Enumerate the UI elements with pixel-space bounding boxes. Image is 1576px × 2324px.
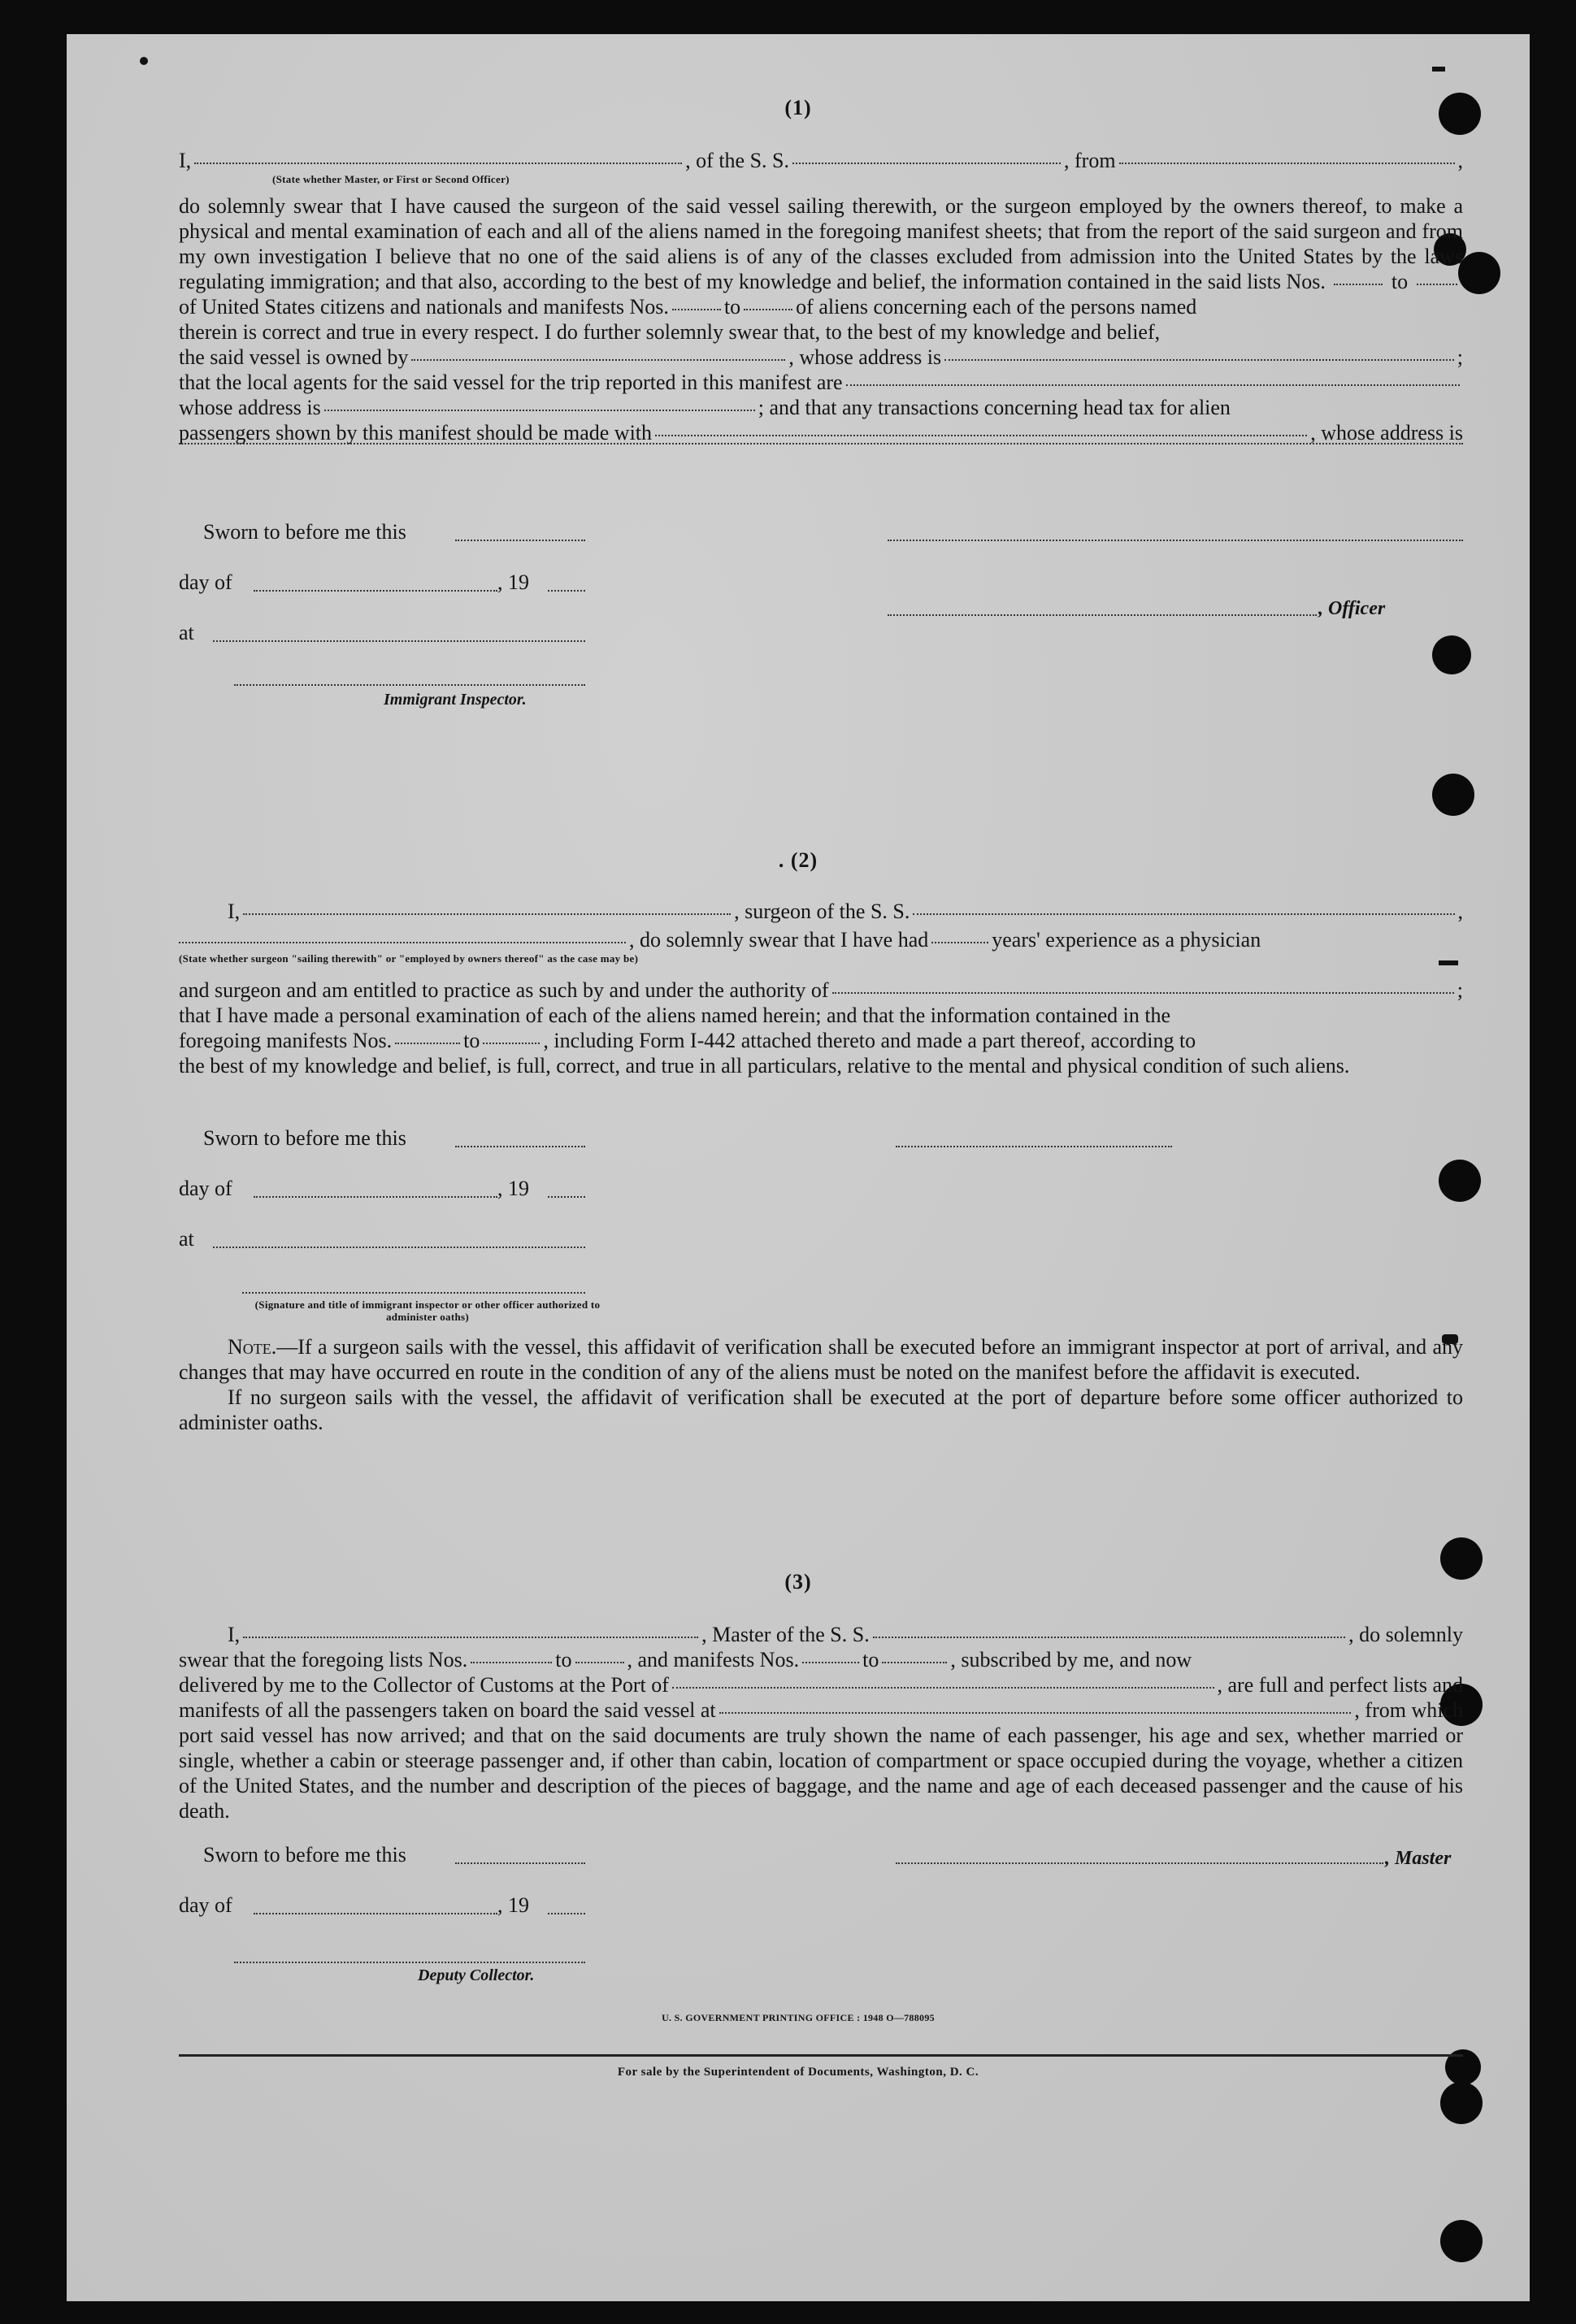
master-vessel-field[interactable] xyxy=(873,1636,1345,1638)
at-field-1[interactable] xyxy=(213,640,585,642)
manifest-to-field-2[interactable] xyxy=(483,1043,540,1044)
punch-hole xyxy=(1432,774,1474,816)
manifest-page xyxy=(67,34,1530,2301)
deputy-collector-signature[interactable] xyxy=(234,1962,585,1963)
punch-hole xyxy=(1440,2220,1483,2262)
citizens-label: of United States citizens and nationals and manifests Nos. xyxy=(179,295,669,319)
sworn-day-field-3[interactable] xyxy=(455,1862,585,1864)
owner-address-field[interactable] xyxy=(944,358,1454,361)
manifests-from-field[interactable] xyxy=(802,1662,859,1663)
label-from: , from xyxy=(1064,149,1116,172)
signature-title-caption: (Signature and title of immigrant inspector or other officer authorized to administer oaths) xyxy=(254,1299,601,1323)
section-2-number: . (2) xyxy=(778,848,818,872)
punch-hole xyxy=(1439,1160,1481,1202)
and-manifests-label: , and manifests Nos. xyxy=(627,1648,800,1671)
section-1-oath-line xyxy=(179,148,1463,185)
deputy-collector-caption: Deputy Collector. xyxy=(418,1966,535,1984)
form-label: , including Form I-442 attached thereto and made a part thereof, according to xyxy=(543,1029,1196,1052)
inspector-signature-2[interactable] xyxy=(242,1292,585,1294)
semicolon: ; xyxy=(1457,345,1463,369)
section-1-number: (1) xyxy=(784,96,812,119)
passengers-shown-label: passengers shown by this manifest should be made with xyxy=(179,421,653,444)
surgeon-of-label: , surgeon of the S. S. xyxy=(734,900,910,923)
solemnly-label: , do solemnly xyxy=(1348,1623,1463,1646)
year-label-1: , 19 xyxy=(497,570,529,594)
list-to-field[interactable] xyxy=(1417,284,1457,285)
ink-speck xyxy=(140,57,148,65)
comma: , xyxy=(1457,900,1463,923)
manifests-all-label: manifests of all the passengers taken on board the said vessel at xyxy=(179,1698,716,1722)
no-surgeon-paragraph: If no surgeon sails with the vessel, the affidavit of verification shall be executed at the port of departure before some officer authorized to administer oaths. xyxy=(179,1385,1463,1434)
local-agents-field[interactable] xyxy=(846,384,1460,386)
label-to: to xyxy=(723,295,741,319)
officer-caption: , Officer xyxy=(1318,598,1386,619)
officer-name-field[interactable] xyxy=(194,163,682,164)
at-label-2: at xyxy=(179,1227,194,1251)
label-i: I, xyxy=(179,149,192,172)
year-field-3[interactable] xyxy=(548,1913,585,1914)
master-caption: , Master xyxy=(1385,1848,1452,1869)
knowledge-text: the best of my knowledge and belief, is full, correct, and true in all particulars, relative to the mental and physical condition of such aliens. xyxy=(179,1054,1350,1077)
authority-field[interactable] xyxy=(832,991,1454,994)
from-which-label: , from which xyxy=(1354,1698,1463,1722)
delivered-label: delivered by me to the Collector of Customs at the Port of xyxy=(179,1673,669,1697)
officer-rank-note: (State whether Master, or First or Second Officer) xyxy=(272,173,510,185)
owner-field[interactable] xyxy=(411,359,785,361)
punch-hole xyxy=(1440,2082,1483,2124)
at-label-1: at xyxy=(179,621,194,644)
head-tax-agent-field[interactable] xyxy=(655,434,1307,436)
lists-to-field[interactable] xyxy=(575,1662,624,1663)
years-label: years' experience as a physician xyxy=(992,928,1261,952)
note-paragraph xyxy=(179,1334,1463,1385)
label-i: I, xyxy=(228,1623,241,1646)
label-to: to xyxy=(1391,270,1409,293)
foregoing-label: foregoing manifests Nos. xyxy=(179,1029,393,1052)
master-name-field[interactable] xyxy=(243,1637,698,1638)
port-of-field[interactable] xyxy=(672,1686,1214,1689)
years-experience-field[interactable] xyxy=(931,942,988,943)
footer-rule xyxy=(179,2054,1463,2057)
sworn-label-1: Sworn to before me this xyxy=(203,520,406,544)
surgeon-vessel-field[interactable] xyxy=(913,913,1454,915)
ink-speck xyxy=(1432,67,1445,72)
swear-label: , do solemnly swear that I have had xyxy=(629,928,929,952)
vessel-name-field[interactable] xyxy=(792,163,1061,164)
label-to: to xyxy=(555,1648,572,1671)
address-label: whose address is xyxy=(179,396,321,419)
lists-from-field[interactable] xyxy=(471,1662,552,1663)
address-label: , whose address is xyxy=(788,345,942,369)
manifest-to-field[interactable] xyxy=(744,309,792,310)
surgeon-name-field[interactable] xyxy=(243,913,731,915)
punch-hole xyxy=(1432,635,1471,674)
boarding-port-field[interactable] xyxy=(719,1711,1352,1714)
year-field-1[interactable] xyxy=(548,590,585,592)
label-of-ss: , of the S. S. xyxy=(685,149,790,172)
surgeon-type-note: (State whether surgeon "sailing therewith" or "employed by owners thereof" as the case may be) xyxy=(179,952,639,965)
address-label: , whose address is xyxy=(1310,421,1463,444)
local-agents-label: that the local agents for the said vessel for the trip reported in this manifest are xyxy=(179,371,843,394)
punch-hole xyxy=(1458,252,1500,294)
month-field-1[interactable] xyxy=(254,590,497,592)
sworn-day-field-1[interactable] xyxy=(455,540,585,541)
semicolon: ; xyxy=(1457,978,1463,1002)
sworn-day-field-2[interactable] xyxy=(455,1146,585,1147)
sale-notice: For sale by the Superintendent of Documents, Washington, D. C. xyxy=(617,2066,979,2079)
correct-statement: therein is correct and true in every respect. I do further solemnly swear that, to the best of my knowledge and belief, xyxy=(179,320,1161,344)
officer-name-line[interactable] xyxy=(888,614,1317,616)
year-label-2: , 19 xyxy=(497,1177,529,1200)
day-of-label-2: day of xyxy=(179,1177,232,1200)
subscribed-label: , subscribed by me, and now xyxy=(950,1648,1192,1671)
section-3-number: (3) xyxy=(784,1570,812,1593)
label-to: to xyxy=(463,1029,480,1052)
examination-text: that I have made a personal examination of each of the aliens named herein; and that the information contained in the xyxy=(179,1004,1171,1027)
sworn-label-3: Sworn to before me this xyxy=(203,1843,406,1867)
sworn-label-2: Sworn to before me this xyxy=(203,1126,406,1150)
note-text: —If a surgeon sails with the vessel, this affidavit of verification shall be executed before an immigrant inspector at port of arrival, and any changes that may have occurred en route in the condition of any of the aliens must be noted on the manifest before the affidavit is executed. xyxy=(179,1335,1463,1384)
authority-label: and surgeon and am entitled to practice as such by and under the authority of xyxy=(179,978,829,1002)
year-label-3: , 19 xyxy=(497,1893,529,1917)
surgeon-signature-line[interactable] xyxy=(896,1146,1172,1147)
full-perfect-label: , are full and perfect lists and xyxy=(1217,1673,1463,1697)
head-tax-label: ; and that any transactions concerning head tax for alien xyxy=(758,396,1231,419)
immigrant-inspector-caption: Immigrant Inspector. xyxy=(384,691,527,709)
manifest-from-field[interactable] xyxy=(672,309,721,310)
note-label: Note. xyxy=(228,1335,277,1359)
gpo-imprint: U. S. GOVERNMENT PRINTING OFFICE : 1948 O—788095 xyxy=(662,2012,935,2023)
agents-address-field[interactable] xyxy=(324,410,755,411)
day-of-label-3: day of xyxy=(179,1893,232,1917)
comma: , xyxy=(1457,149,1463,172)
day-of-label-1: day of xyxy=(179,570,232,594)
inspector-signature-1[interactable] xyxy=(234,684,585,686)
manifest-from-field-2[interactable] xyxy=(395,1043,460,1044)
aliens-label: of aliens concerning each of the persons named xyxy=(796,295,1197,319)
label-i: I, xyxy=(228,900,241,923)
swear-lists-label: swear that the foregoing lists Nos. xyxy=(179,1648,468,1671)
master-signature-line[interactable] xyxy=(896,1862,1383,1864)
month-field-2[interactable] xyxy=(254,1196,497,1198)
section-1-paragraph xyxy=(179,193,1463,294)
year-field-2[interactable] xyxy=(548,1196,585,1198)
port-from-field[interactable] xyxy=(1119,162,1455,164)
month-field-3[interactable] xyxy=(254,1913,497,1914)
section-1-text: do solemnly swear that I have caused the surgeon of the said vessel sailing therewith, or the surgeon employed by the owners thereof, to make a physical and mental examination of each and all of the aliens named in the foregoing manifest sheets; that from the report of the said surgeon and from my own investigation I believe that no one of the said aliens is of any of the classes excluded from admission into the United States by the laws regulating immigration; and that also, according to the best of my knowledge and belief, the information contained in the said lists Nos. xyxy=(179,194,1463,293)
at-field-2[interactable] xyxy=(213,1247,585,1248)
list-from-field[interactable] xyxy=(1334,284,1383,285)
master-of-label: , Master of the S. S. xyxy=(701,1623,870,1646)
label-to: to xyxy=(862,1648,879,1671)
manifests-to-field[interactable] xyxy=(882,1662,947,1663)
surgeon-type-field[interactable] xyxy=(179,942,626,943)
section-3-paragraph: port said vessel has now arrived; and that on the said documents are truly shown the name of each passenger, his age and sex, whether married or single, whether a cabin or steerage passenger and, if other than cabin, location of compartment or space occupied during the voyage, whether a citizen of the United States, and the number and description of the pieces of baggage, and the name and age of each deceased passenger and the cause of his death. xyxy=(179,1723,1463,1823)
officer-signature-line[interactable] xyxy=(888,540,1463,541)
head-tax-address-field[interactable] xyxy=(179,442,1463,444)
owned-by-label: the said vessel is owned by xyxy=(179,345,409,369)
